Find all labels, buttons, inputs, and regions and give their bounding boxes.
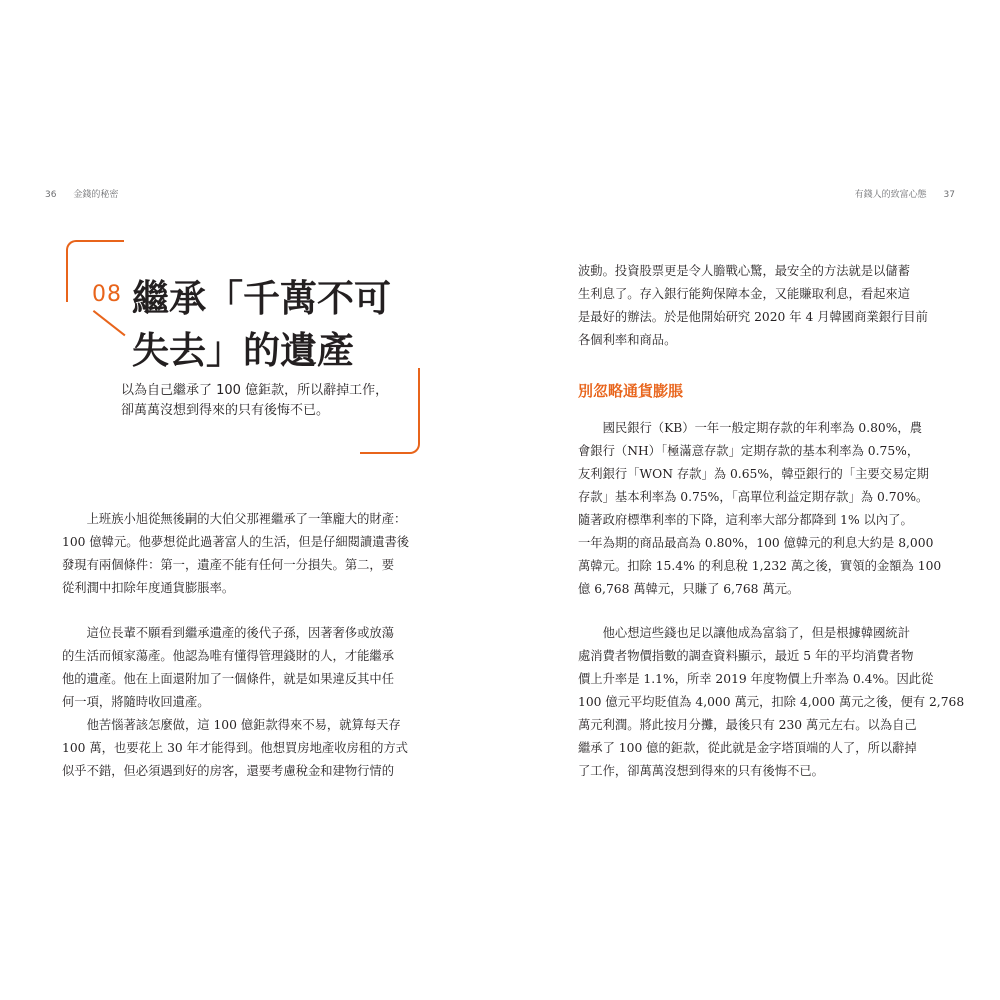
- chapter-subtitle: [121, 381, 388, 421]
- text-line: 處消費者物價指數的調查資料顯示，最近 5 年的平均消費者物: [578, 649, 914, 663]
- chapter-title-line: 失去」的遺產: [132, 328, 354, 372]
- text-line: 從利潤中扣除年度通貨膨脹率。: [62, 581, 235, 595]
- text-line: 各個利率和商品。: [578, 333, 677, 347]
- text-line: 發現有兩個條件：第一，遺產不能有任何一分損失。第二，要: [62, 558, 395, 572]
- text-line: 他苦惱著該怎麼做，這 100 億鉅款得來不易，就算每天存: [62, 718, 401, 732]
- text-line: 萬元利潤。將此按月分攤，最後只有 230 萬元左右。以為自己: [578, 718, 917, 732]
- right-paragraph-2: [578, 417, 941, 601]
- running-header-left: [45, 187, 118, 200]
- subtitle-line: 以為自己繼承了 100 億鉅款，所以辭掉工作，: [121, 383, 389, 398]
- text-line: 似乎不錯，但必須遇到好的房客，還要考慮稅金和建物行情的: [62, 764, 395, 778]
- text-line: 是最好的辦法。於是他開始研究 2020 年 4 月韓國商業銀行目前: [578, 310, 928, 324]
- text-line: 波動。投資股票更是令人膽戰心驚，最安全的方法就是以儲蓄: [578, 264, 911, 278]
- subtitle-line: 卻萬萬沒想到得來的只有後悔不已。: [121, 403, 330, 418]
- text-line: 他心想這些錢也足以讓他成為富翁了，但是根據韓國統計: [578, 626, 911, 640]
- text-line: 萬韓元。扣除 15.4% 的利息稅 1,232 萬之後，實領的金額為 100: [578, 559, 942, 573]
- text-line: 隨著政府標準利率的下降，這利率大部分都降到 1% 以內了。: [578, 513, 913, 527]
- text-line: 繼承了 100 億的鉅款，從此就是金字塔頂端的人了，所以辭掉: [578, 741, 917, 755]
- page-number: 36: [45, 190, 57, 200]
- text-line: 的生活而傾家蕩產。他認為唯有懂得管理錢財的人，才能繼承: [62, 649, 395, 663]
- text-line: 存款」基本利率為 0.75%，「高單位利益定期存款」為 0.70%。: [578, 490, 929, 504]
- text-line: 100 億元平均貶值為 4,000 萬元，扣除 4,000 萬元之後，便有 2,768: [578, 695, 965, 709]
- right-paragraph-3: [578, 622, 964, 783]
- text-line: 價上升率是 1.1%，所幸 2019 年度物價上升率為 0.4%。因此從: [578, 672, 934, 686]
- chapter-number: 08: [92, 282, 122, 307]
- left-paragraph-2: [62, 622, 408, 783]
- text-line: 了工作，卻萬萬沒想到得來的只有後悔不已。: [578, 764, 824, 778]
- text-line: 一年為期的商品最高為 0.80%，100 億韓元的利息大約是 8,000: [578, 536, 934, 550]
- text-line: 他的遺產。他在上面還附加了一個條件，就是如果違反其中任: [62, 672, 395, 686]
- section-heading: 別忽略通貨膨脹: [578, 382, 684, 400]
- running-title: 有錢人的致富心態: [854, 190, 927, 200]
- running-title: 金錢的秘密: [73, 190, 119, 200]
- text-line: 友利銀行「WON 存款」為 0.65%，韓亞銀行的「主要交易定期: [578, 467, 929, 481]
- text-line: 生利息了。存入銀行能夠保障本金，又能賺取利息，看起來這: [578, 287, 911, 301]
- text-line: 這位長輩不願看到繼承遺產的後代子孫，因著奢侈或放蕩: [62, 626, 395, 640]
- running-header-right: [855, 187, 955, 200]
- text-line: 國民銀行（KB）一年一般定期存款的年利率為 0.80%，農: [578, 421, 923, 435]
- text-line: 上班族小旭從無後嗣的大伯父那裡繼承了一筆龐大的財產：: [62, 512, 407, 526]
- text-line: 100 億韓元。他夢想從此過著富人的生活，但是仔細閱讀遺書後: [62, 535, 410, 549]
- left-paragraph-1: [62, 508, 409, 600]
- text-line: 何一項，將隨時收回遺產。: [62, 695, 210, 709]
- text-line: 億 6,768 萬韓元，只賺了 6,768 萬元。: [578, 582, 800, 596]
- text-line: 會銀行（NH）「極滿意存款」定期存款的基本利率為 0.75%，: [578, 444, 920, 458]
- text-line: 100 萬，也要花上 30 年才能得到。他想買房地產收房租的方式: [62, 741, 408, 755]
- chapter-title-line: 繼承「千萬不可: [132, 276, 391, 320]
- chapter-title: [132, 272, 391, 376]
- right-paragraph-1: [578, 260, 928, 352]
- page-number: 37: [943, 190, 955, 200]
